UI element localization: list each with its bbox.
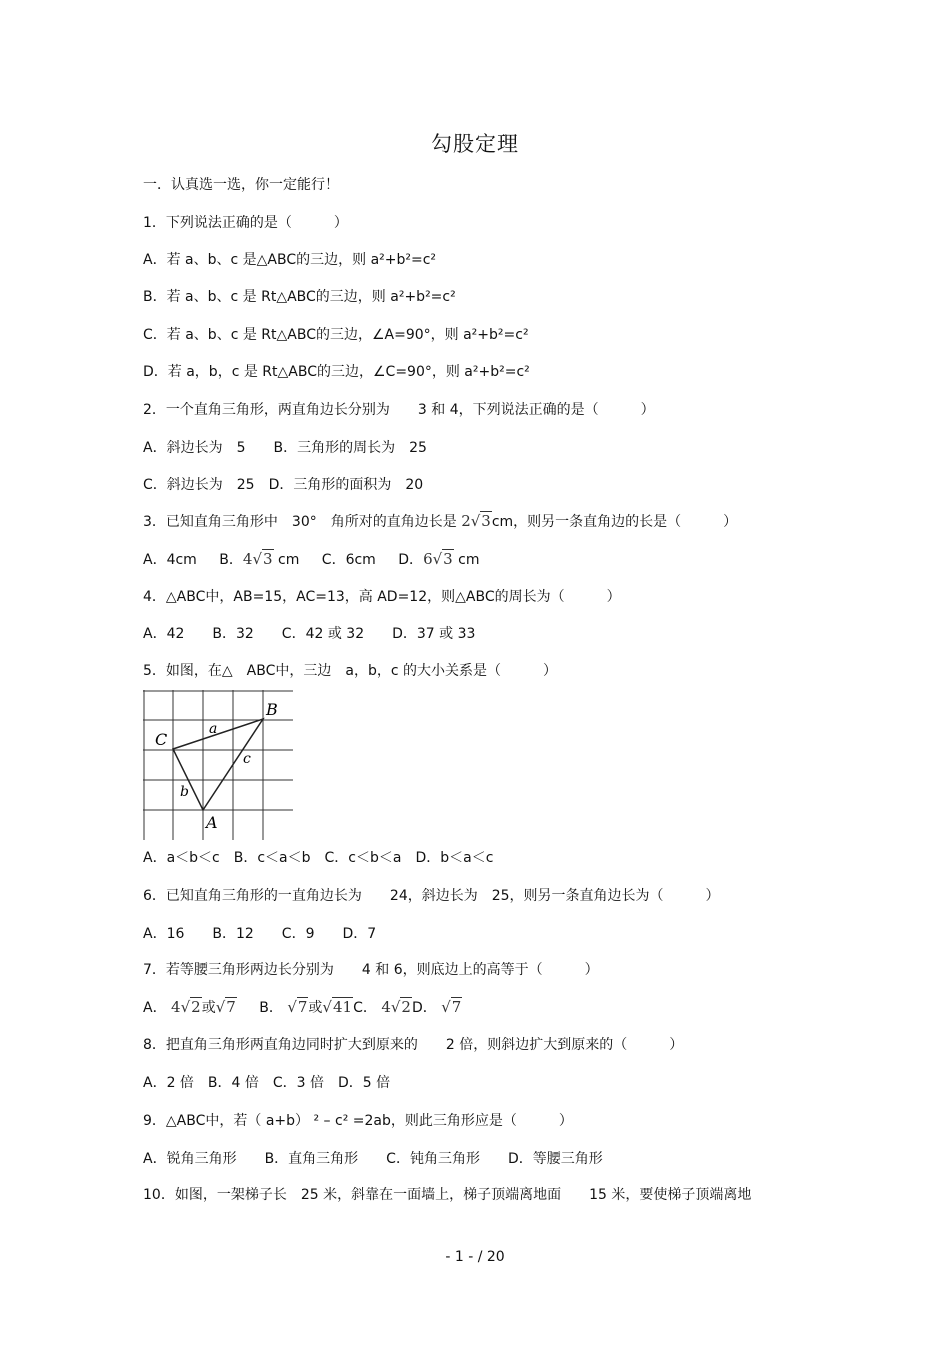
q7-option-a-coef: 4 <box>171 998 181 1016</box>
q7-option-a-or: 或 <box>201 1000 216 1016</box>
q3-option-d-coef: 6 <box>423 550 433 568</box>
q3-stem <box>143 512 737 531</box>
q1-option-c: C．若 a、b、c 是 Rt△ABC的三边，∠A=90°，则 a²+b²=c² <box>143 327 529 343</box>
figure-label-c-vertex: C <box>155 730 168 749</box>
q7-option-d-label: D． <box>411 1000 437 1016</box>
q3-sqrt-expression: 2√3 <box>461 512 491 530</box>
q3-option-b-sqrt: 4√3 <box>242 550 273 568</box>
q7-option-b-sqrt1: √7 <box>287 998 308 1016</box>
q7-option-b-radicand2: 41 <box>332 998 353 1016</box>
q2-options-row2: C．斜边长为 25 D．三角形的面积为 20 <box>143 477 424 493</box>
figure-label-b-vertex: B <box>266 700 278 719</box>
q4-stem: 4．△ABC中，AB=15，AC=13，高 AD=12，则△ABC的周长为（ ） <box>143 589 621 605</box>
q7-option-c-label: C． <box>353 1000 377 1016</box>
q2-options-row1: A．斜边长为 5 B．三角形的周长为 25 <box>143 440 427 456</box>
q3-coef: 2 <box>461 512 471 530</box>
q3-option-b-label: B． <box>219 552 243 568</box>
q3-option-b <box>219 550 299 569</box>
q5-grid-figure <box>143 690 293 840</box>
q3-option-d-sqrt: 6√3 <box>423 550 453 568</box>
q1-option-d: D．若 a，b，c 是 Rt△ABC的三边，∠C=90°，则 a²+b²=c² <box>143 364 530 380</box>
figure-label-side-a: a <box>209 721 218 737</box>
q7-options <box>143 998 480 1017</box>
page-footer: - 1 - / 20 <box>445 1249 505 1265</box>
q3-option-d-radicand: 3 <box>443 550 453 568</box>
q7-option-c-radicand: 2 <box>401 998 411 1016</box>
q7-option-a-sqrt2: √7 <box>215 998 236 1016</box>
q9-stem: 9．△ABC中，若（ a+b） ² – c² =2ab，则此三角形应是（ ） <box>143 1113 573 1129</box>
q6-stem: 6．已知直角三角形的一直角边长为 24，斜边长为 25，则另一条直角边长为（ ） <box>143 888 720 904</box>
q3-options <box>143 550 498 569</box>
figure-label-side-c: c <box>243 751 251 767</box>
page-title: 勾股定理 <box>431 132 519 156</box>
q1-stem: 1．下列说法正确的是（ ） <box>143 215 348 231</box>
q10-stem: 10．如图，一架梯子长 25 米，斜靠在一面墙上，梯子顶端离地面 15 米，要使梯子顶端离地 <box>143 1187 752 1203</box>
q2-stem: 2．一个直角三角形，两直角边长分别为 3 和 4，下列说法正确的是（ ） <box>143 402 655 418</box>
q7-option-c-coef: 4 <box>381 998 391 1016</box>
q3-option-c: C．6cm <box>321 552 376 568</box>
q9-options: A．锐角三角形 B．直角三角形 C．钝角三角形 D．等腰三角形 <box>143 1151 603 1167</box>
q8-options: A．2 倍 B．4 倍 C．3 倍 D．5 倍 <box>143 1075 391 1091</box>
q7-option-d-radicand: 7 <box>451 998 462 1016</box>
q7-option-a-radicand2: 7 <box>226 998 236 1016</box>
q3-option-d-unit: cm <box>458 552 480 568</box>
q7-option-b-label: B． <box>259 1000 283 1016</box>
figure-label-a-vertex: A <box>206 813 218 832</box>
q5-options: A．a＜b＜c B．c＜a＜b C．c＜b＜a D．b＜a＜c <box>143 850 494 866</box>
q7-option-d-sqrt: √7 <box>441 998 462 1016</box>
q7-option-b-or: 或 <box>308 1000 323 1016</box>
q7-option-b-radicand1: 7 <box>297 998 308 1016</box>
figure-label-side-b: b <box>180 784 189 800</box>
q3-stem-text: 3．已知直角三角形中 30° 角所对的直角边长是 <box>143 514 457 530</box>
q3-option-b-radicand: 3 <box>263 550 273 568</box>
section-heading: 一．认真选一选，你一定能行！ <box>143 177 339 193</box>
q3-option-d-label: D． <box>398 552 424 568</box>
q7-option-a-sqrt1: 4√2 <box>171 998 201 1016</box>
q7-option-a-radicand1: 2 <box>191 998 201 1016</box>
q3-option-b-unit: cm <box>278 552 300 568</box>
q3-option-b-coef: 4 <box>242 550 253 568</box>
q3-radicand: 3 <box>481 512 491 530</box>
q7-option-a-label: A． <box>143 1000 167 1016</box>
q3-option-a: A．4cm <box>143 552 197 568</box>
q1-option-b: B．若 a、b、c 是 Rt△ABC的三边，则 a²+b²=c² <box>143 289 456 305</box>
q3-stem-tail: cm，则另一条直角边的长是（ ） <box>491 514 738 530</box>
q7-option-b-sqrt2: √41 <box>322 998 353 1016</box>
q5-stem: 5．如图，在△ ABC中，三边 a，b，c 的大小关系是（ ） <box>143 663 557 679</box>
q4-options: A．42 B．32 C．42 或 32 D．37 或 33 <box>143 626 476 642</box>
q1-option-a: A．若 a、b、c 是△ABC的三边，则 a²+b²=c² <box>143 252 437 268</box>
q8-stem: 8．把直角三角形两直角边同时扩大到原来的 2 倍，则斜边扩大到原来的（ ） <box>143 1037 684 1053</box>
q7-option-b <box>259 998 462 1017</box>
q7-stem: 7．若等腰三角形两边长分别为 4 和 6，则底边上的高等于（ ） <box>143 962 599 978</box>
q7-option-a <box>143 998 237 1017</box>
q6-options: A．16 B．12 C．9 D．7 <box>143 926 377 942</box>
q3-option-d <box>398 550 479 569</box>
q7-option-c-sqrt: 4√2 <box>381 998 411 1016</box>
